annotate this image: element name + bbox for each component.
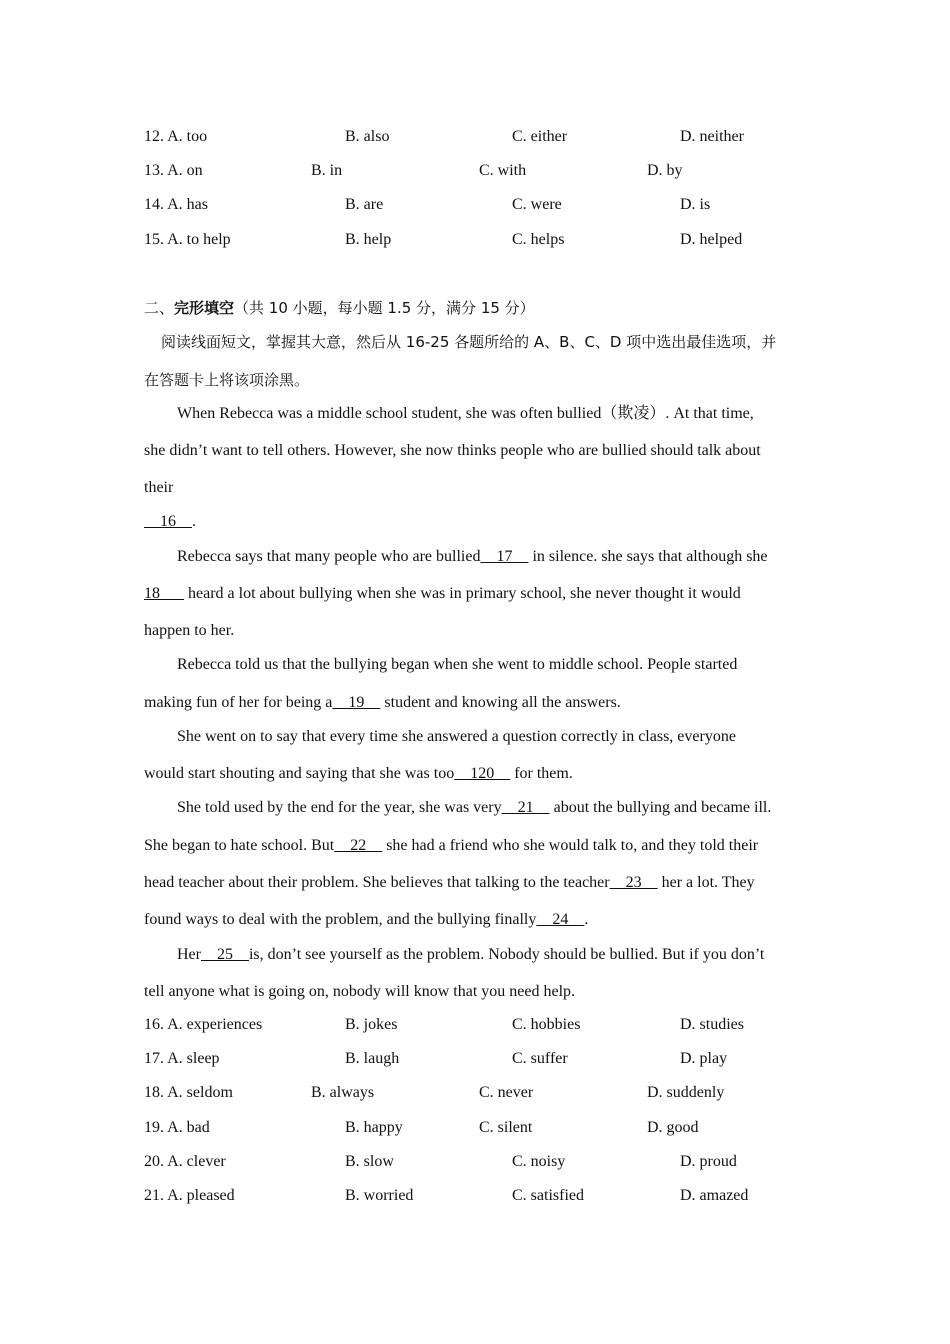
passage-line: [144, 764, 573, 784]
passage-line: [144, 836, 758, 856]
option-d: D. by: [647, 162, 683, 179]
passage-line: When Rebecca was a middle school student, she was often bullied（欺凌）. At that time,: [177, 405, 754, 422]
option-c: C. hobbies: [512, 1016, 581, 1033]
option-d: D. suddenly: [647, 1084, 725, 1101]
option-b: B. are: [345, 196, 384, 213]
option-c: C. never: [479, 1084, 534, 1101]
option-a: 13. A. on: [144, 162, 203, 179]
passage-line: happen to her.: [144, 622, 235, 639]
section-heading: [144, 298, 535, 319]
passage-text: student and knowing all the answers.: [380, 694, 621, 711]
passage-text: about the bullying and became ill.: [549, 799, 772, 816]
passage-line: [177, 547, 768, 567]
passage-line: Rebecca told us that the bullying began when she went to middle school. People started: [177, 656, 738, 673]
blank-22: 22: [334, 837, 383, 854]
passage-line: tell anyone what is going on, nobody will know that you need help.: [144, 983, 576, 1000]
passage-text: her a lot. They: [657, 874, 755, 891]
option-d: D. good: [647, 1119, 699, 1136]
passage-text: Rebecca says that many people who are bullied: [177, 548, 481, 565]
option-b: B. jokes: [345, 1016, 398, 1033]
blank-23: 23: [609, 874, 658, 891]
passage-text: is, don’t see yourself as the problem. Nobody should be bullied. But if you don’t: [248, 946, 765, 963]
passage-text: for them.: [510, 765, 573, 782]
option-c: C. noisy: [512, 1153, 566, 1170]
passage-line: [177, 798, 771, 818]
passage-line: [177, 945, 764, 965]
option-a: 14. A. has: [144, 196, 208, 213]
blank-20: 120: [454, 765, 511, 782]
option-c: C. with: [479, 162, 527, 179]
passage-text: She began to hate school. But: [144, 837, 335, 854]
passage-text: She told used by the end for the year, she was very: [177, 799, 502, 816]
instruction-line-2: 在答题卡上将该项涂黑。: [144, 371, 310, 389]
passage-text: Her: [177, 946, 201, 963]
option-d: D. neither: [680, 128, 744, 145]
option-a: 17. A. sleep: [144, 1050, 220, 1067]
blank-17: 17: [480, 548, 529, 565]
passage-text: she had a friend who she would talk to, and they told their: [382, 837, 759, 854]
option-b: B. also: [345, 128, 390, 145]
option-b: B. laugh: [345, 1050, 400, 1067]
option-d: D. studies: [680, 1016, 744, 1033]
passage-line: [144, 584, 741, 604]
option-c: C. satisfied: [512, 1187, 584, 1204]
option-a: 18. A. seldom: [144, 1084, 233, 1101]
blank-21: 21: [501, 799, 550, 816]
option-b: B. slow: [345, 1153, 394, 1170]
option-a: 20. A. clever: [144, 1153, 226, 1170]
option-a: 15. A. to help: [144, 231, 231, 248]
option-d: D. is: [680, 196, 711, 213]
passage-line: She went on to say that every time she answered a question correctly in class, everyone: [177, 728, 736, 745]
option-b: B. happy: [345, 1119, 403, 1136]
blank-24: 24: [536, 911, 585, 928]
passage-line: 16 .: [144, 513, 196, 530]
option-c: C. suffer: [512, 1050, 568, 1067]
option-c: C. helps: [512, 231, 565, 248]
option-c: C. either: [512, 128, 568, 145]
passage-text: head teacher about their problem. She believes that talking to the teacher: [144, 874, 610, 891]
passage-line: [144, 873, 755, 893]
option-b: B. worried: [345, 1187, 414, 1204]
blank-18: 18: [144, 585, 184, 602]
passage-line: she didn’t want to tell others. However, she now thinks people who are bullied should talk about: [144, 442, 761, 459]
passage-text: in silence. she says that although she: [528, 548, 768, 565]
option-a: 19. A. bad: [144, 1119, 210, 1136]
option-b: B. always: [311, 1084, 375, 1101]
option-d: D. amazed: [680, 1187, 749, 1204]
passage-line: their: [144, 479, 174, 496]
option-a: 16. A. experiences: [144, 1016, 263, 1033]
blank-25: 25: [200, 946, 249, 963]
section-prefix: 二、: [144, 299, 175, 317]
option-a: 12. A. too: [144, 128, 208, 145]
option-a: 21. A. pleased: [144, 1187, 235, 1204]
passage-text: heard a lot about bullying when she was in primary school, she never thought it would: [184, 585, 741, 602]
blank-19: 19: [332, 694, 381, 711]
blank-16: 16: [144, 513, 192, 530]
option-d: D. helped: [680, 231, 743, 248]
passage-text: .: [584, 911, 589, 928]
passage-text: found ways to deal with the problem, and the bullying finally: [144, 911, 537, 928]
passage-line: [144, 910, 588, 930]
section-title: 完形填空: [174, 299, 235, 317]
option-b: B. in: [311, 162, 343, 179]
option-d: D. proud: [680, 1153, 737, 1170]
passage-line: [144, 693, 621, 713]
instruction-line-1: 阅读线面短文，掌握其大意，然后从 16-25 各题所给的 A、B、C、D 项中选出最佳选项，并: [161, 333, 777, 351]
option-c: C. were: [512, 196, 562, 213]
passage-text: making fun of her for being a: [144, 694, 333, 711]
option-c: C. silent: [479, 1119, 533, 1136]
section-note: （共 10 小题，每小题 1.5 分，满分 15 分）: [234, 299, 535, 317]
option-d: D. play: [680, 1050, 728, 1067]
option-b: B. help: [345, 231, 392, 248]
passage-text: would start shouting and saying that she was too: [144, 765, 455, 782]
